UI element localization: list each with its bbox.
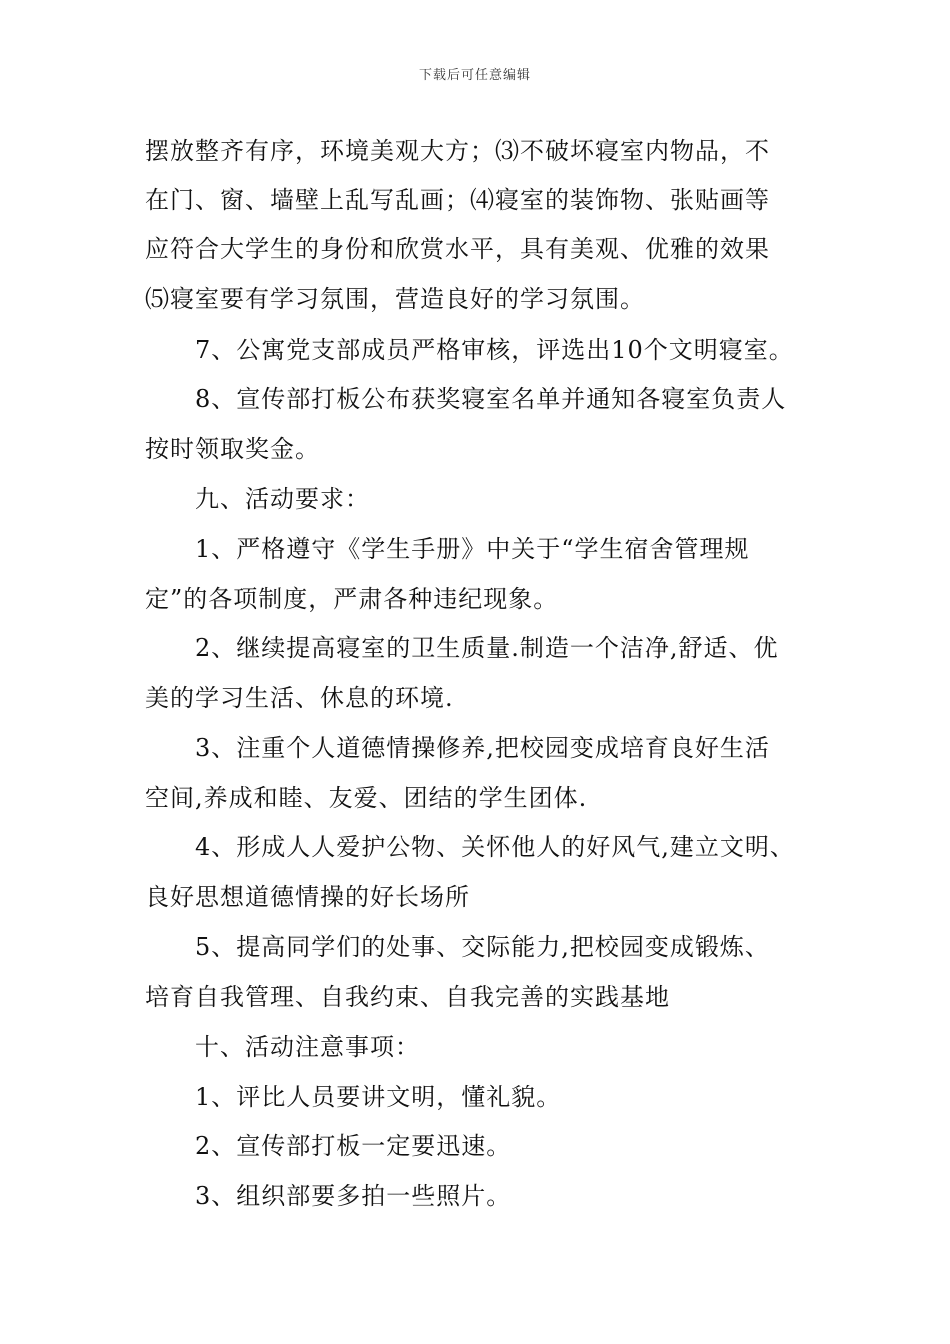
body-line: 2、继续提高寝室的卫生质量.制造一个洁净,舒适、优 bbox=[195, 634, 779, 662]
body-line: 在门、窗、墙壁上乱写乱画；⑷寝室的装饰物、张贴画等 bbox=[145, 186, 770, 214]
body-line: 摆放整齐有序，环境美观大方；⑶不破坏寝室内物品，不 bbox=[145, 137, 770, 165]
body-line: 应符合大学生的身份和欣赏水平，具有美观、优雅的效果 bbox=[145, 235, 770, 263]
body-line: 1、严格遵守《学生手册》中关于“学生宿舍管理规 bbox=[195, 535, 750, 563]
body-line: 7、公寓党支部成员严格审核，评选出10个文明寝室。 bbox=[195, 336, 794, 364]
body-line: 良好思想道德情操的好长场所 bbox=[145, 883, 470, 911]
body-line: 2、宣传部打板一定要迅速。 bbox=[195, 1132, 512, 1160]
body-line: 1、评比人员要讲文明，懂礼貌。 bbox=[195, 1083, 562, 1111]
body-line: 4、形成人人爱护公物、关怀他人的好风气,建立文明、 bbox=[195, 833, 795, 861]
body-line: 定”的各项制度，严肃各种违纪现象。 bbox=[145, 585, 559, 613]
body-line: 8、宣传部打板公布获奖寝室名单并通知各寝室负责人 bbox=[195, 385, 787, 413]
page-header: 下载后可任意编辑 bbox=[418, 68, 531, 83]
body-line: 3、组织部要多拍一些照片。 bbox=[195, 1182, 512, 1210]
section-heading: 九、活动要求： bbox=[195, 485, 370, 513]
body-line: 空间,养成和睦、友爱、团结的学生团体. bbox=[145, 784, 588, 812]
body-line: 培育自我管理、自我约束、自我完善的实践基地 bbox=[145, 983, 670, 1011]
body-line: 3、注重个人道德情操修养,把校园变成培育良好生活 bbox=[195, 734, 770, 762]
body-line: 按时领取奖金。 bbox=[145, 435, 320, 463]
body-line: ⑸寝室要有学习氛围，营造良好的学习氛围。 bbox=[145, 285, 645, 313]
body-line: 美的学习生活、休息的环境. bbox=[145, 684, 454, 712]
section-heading: 十、活动注意事项： bbox=[195, 1033, 420, 1061]
body-line: 5、提高同学们的处事、交际能力,把校园变成锻炼、 bbox=[195, 933, 770, 961]
